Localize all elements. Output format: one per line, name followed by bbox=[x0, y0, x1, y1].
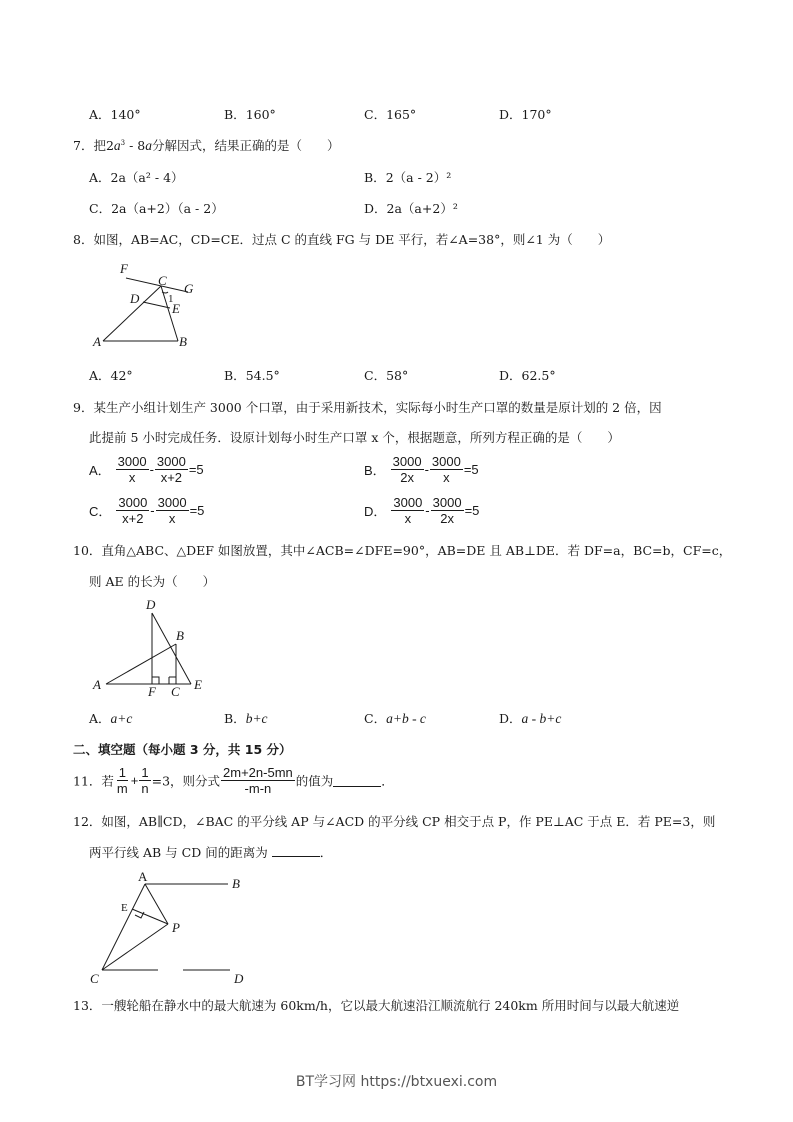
q8-option-b bbox=[224, 366, 280, 384]
stem-text: 的值为 bbox=[295, 773, 334, 789]
label-a: A bbox=[93, 334, 101, 349]
numerator: 3000 bbox=[156, 454, 186, 469]
option-label: C． bbox=[364, 107, 387, 122]
numerator: 3000 bbox=[393, 495, 423, 510]
stem-text: 直角△ABC、△DEF 如图放置，其中∠ACB=∠DFE=90°，AB=DE 且 AB⊥DE．若 DF=a，BC=b，CF=c， bbox=[101, 543, 732, 558]
option-label: A． bbox=[89, 711, 111, 726]
option-label: A． bbox=[89, 107, 111, 122]
stem-text: 把 bbox=[93, 138, 106, 153]
label-e: E bbox=[194, 677, 202, 692]
numerator: 3000 bbox=[431, 454, 461, 469]
option-label: D． bbox=[364, 504, 387, 519]
option-text: 160° bbox=[245, 107, 276, 122]
denominator: x bbox=[128, 470, 136, 485]
numerator: 1 bbox=[141, 765, 149, 780]
question-number: 9． bbox=[73, 400, 94, 415]
label-angle-1: 1 bbox=[168, 293, 174, 305]
rhs: =5 bbox=[188, 462, 204, 477]
option-text: a+b - c bbox=[386, 711, 426, 726]
expr-var: a bbox=[145, 138, 153, 153]
q7-option-a bbox=[89, 168, 184, 186]
option-text: 2（a - 2）² bbox=[385, 170, 452, 185]
label-d: D bbox=[146, 597, 156, 612]
numerator: 3000 bbox=[432, 495, 462, 510]
denominator: m bbox=[116, 781, 128, 796]
q9-stem-line2: 此提前 5 小时完成任务．设原计划每小时生产口罩 x 个，根据题意，所列方程正确的是（ ） bbox=[89, 430, 620, 445]
fraction bbox=[155, 454, 188, 485]
option-label: A． bbox=[89, 170, 111, 185]
option-text: 58° bbox=[386, 368, 409, 383]
minus: - bbox=[425, 503, 430, 518]
label-c: C bbox=[90, 971, 99, 986]
q9-option-c bbox=[89, 495, 204, 526]
label-d: D bbox=[234, 971, 244, 986]
stem-text: =3，则分式 bbox=[151, 773, 221, 789]
q6-option-b bbox=[224, 105, 276, 123]
denominator: 2x bbox=[400, 470, 414, 485]
q9-stem-line1 bbox=[73, 398, 662, 416]
option-label: D． bbox=[364, 201, 387, 216]
minus: - bbox=[149, 462, 154, 477]
denominator: x bbox=[443, 470, 450, 485]
q10-option-c bbox=[364, 709, 426, 727]
label-p: P bbox=[172, 920, 180, 935]
q9-option-a bbox=[89, 454, 204, 485]
option-text: 42° bbox=[110, 368, 133, 383]
label-b: B bbox=[232, 876, 240, 891]
q6-option-c bbox=[364, 105, 416, 123]
option-text: 170° bbox=[521, 107, 552, 122]
label-a: A bbox=[93, 677, 101, 692]
fraction bbox=[116, 495, 149, 526]
q13-stem-line1 bbox=[73, 996, 679, 1014]
stem-text: 如图，AB∥CD，∠BAC 的平分线 AP 与∠ACD 的平分线 CP 相交于点 P，作 PE⊥AC 于点 E．若 PE=3，则 bbox=[101, 814, 716, 829]
option-label: D． bbox=[499, 368, 522, 383]
numerator: 2m+2n-5mn bbox=[223, 765, 293, 780]
label-g: G bbox=[184, 281, 194, 296]
stem-text: 两平行线 AB 与 CD 间的距离为 bbox=[89, 845, 268, 860]
label-e: E bbox=[121, 902, 128, 914]
q10-stem-line1 bbox=[73, 541, 731, 559]
q12-figure bbox=[88, 866, 258, 988]
fraction bbox=[431, 495, 464, 526]
expr: - 8 bbox=[125, 138, 146, 153]
option-label: B． bbox=[364, 463, 386, 478]
q6-option-a bbox=[89, 105, 141, 123]
label-f: F bbox=[120, 261, 128, 276]
q7-stem bbox=[73, 136, 340, 154]
q10-option-d bbox=[499, 709, 561, 727]
stem-text: ． bbox=[381, 773, 394, 789]
label-a: A bbox=[138, 869, 148, 884]
option-label: A． bbox=[89, 368, 111, 383]
label-b: B bbox=[179, 334, 187, 349]
option-text: 140° bbox=[110, 107, 141, 122]
q10-figure bbox=[88, 596, 213, 701]
question-number: 7． bbox=[73, 138, 94, 153]
q9-option-d bbox=[364, 495, 479, 526]
question-number: 10． bbox=[73, 543, 102, 558]
q8-option-c bbox=[364, 366, 408, 384]
option-label: C． bbox=[364, 368, 387, 383]
expr-var: a bbox=[113, 138, 121, 153]
fraction bbox=[139, 765, 150, 796]
q6-option-d bbox=[499, 105, 552, 123]
denominator: -m-n bbox=[244, 781, 272, 796]
section-heading: 二、填空题（每小题 3 分，共 15 分） bbox=[73, 742, 292, 757]
answer-blank[interactable] bbox=[333, 774, 381, 787]
option-text: b+c bbox=[245, 711, 268, 726]
option-label: A． bbox=[89, 463, 111, 478]
denominator: 2x bbox=[440, 511, 454, 526]
option-text: 2a（a+2）² bbox=[386, 201, 458, 216]
q7-option-b bbox=[364, 168, 451, 186]
stem-text: 一艘轮船在静水中的最大航速为 60km/h，它以最大航速沿江顺流航行 240km 所用时间与以最大航速逆 bbox=[101, 998, 680, 1013]
denominator: x+2 bbox=[122, 511, 144, 526]
q8-option-a bbox=[89, 366, 133, 384]
stem-text: 如图，AB=AC，CD=CE．过点 C 的直线 FG 与 DE 平行，若∠A=38°，则∠1 为（ ） bbox=[93, 232, 611, 247]
minus: - bbox=[424, 462, 429, 477]
stem-text: 某生产小组计划生产 3000 个口罩，由于采用新技术，实际每小时生产口罩的数量是原计划的 2 倍，因 bbox=[93, 400, 662, 415]
rhs: =5 bbox=[464, 503, 480, 518]
q8-option-d bbox=[499, 366, 556, 384]
q9-option-b bbox=[364, 454, 479, 485]
q8-stem bbox=[73, 230, 610, 248]
q10-option-b bbox=[224, 709, 268, 727]
option-label: D． bbox=[499, 711, 522, 726]
numerator: 3000 bbox=[157, 495, 187, 510]
denominator: x bbox=[168, 511, 176, 526]
footer-watermark: BT学习网 https://btxuexi.com bbox=[295, 1074, 498, 1090]
label-e: E bbox=[172, 301, 180, 316]
label-f: F bbox=[148, 684, 156, 699]
option-label: B． bbox=[224, 107, 246, 122]
q10-option-a bbox=[89, 709, 132, 727]
rhs: =5 bbox=[189, 503, 205, 518]
q7-option-c bbox=[89, 199, 224, 217]
numerator: 1 bbox=[118, 765, 126, 780]
q12-stem-line1 bbox=[73, 812, 715, 830]
label-c: C bbox=[171, 684, 180, 699]
option-text: 165° bbox=[386, 107, 417, 122]
question-number: 11． bbox=[73, 773, 102, 789]
option-text: 62.5° bbox=[521, 368, 556, 383]
fraction bbox=[391, 495, 424, 526]
question-number: 13． bbox=[73, 998, 102, 1013]
expr: 2 bbox=[105, 138, 114, 153]
stem-text: 分解因式，结果正确的是（ ） bbox=[152, 138, 340, 153]
fraction bbox=[115, 765, 130, 796]
denominator: x bbox=[404, 511, 412, 526]
q8-figure bbox=[88, 256, 213, 351]
answer-blank[interactable] bbox=[272, 844, 320, 857]
option-label: B． bbox=[224, 368, 246, 383]
fraction bbox=[221, 765, 295, 796]
option-label: D． bbox=[499, 107, 522, 122]
stem-text: ． bbox=[319, 845, 333, 860]
question-number: 12． bbox=[73, 814, 102, 829]
denominator: x+2 bbox=[160, 470, 183, 485]
label-c: C bbox=[158, 273, 167, 288]
question-number: 8． bbox=[73, 232, 94, 247]
label-b: B bbox=[176, 628, 184, 643]
expr-exponent: 3 bbox=[120, 138, 126, 147]
q11-stem bbox=[73, 765, 394, 796]
minus: - bbox=[150, 503, 155, 518]
q7-option-d bbox=[364, 199, 458, 217]
option-text: 2a（a² - 4） bbox=[110, 170, 184, 185]
label-d: D bbox=[130, 291, 140, 306]
rhs: =5 bbox=[463, 462, 479, 477]
numerator: 3000 bbox=[392, 454, 422, 469]
q10-stem-line2: 则 AE 的长为（ ） bbox=[89, 574, 216, 589]
option-label: C． bbox=[364, 711, 387, 726]
option-text: a - b+c bbox=[521, 711, 562, 726]
numerator: 3000 bbox=[118, 495, 148, 510]
numerator: 3000 bbox=[117, 454, 147, 469]
plus: + bbox=[130, 773, 139, 788]
denominator: n bbox=[141, 781, 149, 796]
q12-stem-line2 bbox=[89, 843, 332, 861]
fraction bbox=[430, 454, 463, 485]
stem-text: 若 bbox=[101, 773, 114, 789]
option-text: 54.5° bbox=[245, 368, 280, 383]
fraction bbox=[391, 454, 424, 485]
option-text: a+c bbox=[110, 711, 133, 726]
option-label: B． bbox=[364, 170, 386, 185]
fraction bbox=[116, 454, 149, 485]
option-label: B． bbox=[224, 711, 246, 726]
fraction bbox=[156, 495, 189, 526]
option-label: C． bbox=[89, 201, 112, 216]
option-label: C． bbox=[89, 504, 112, 519]
option-text: 2a（a+2）（a - 2） bbox=[111, 201, 224, 216]
